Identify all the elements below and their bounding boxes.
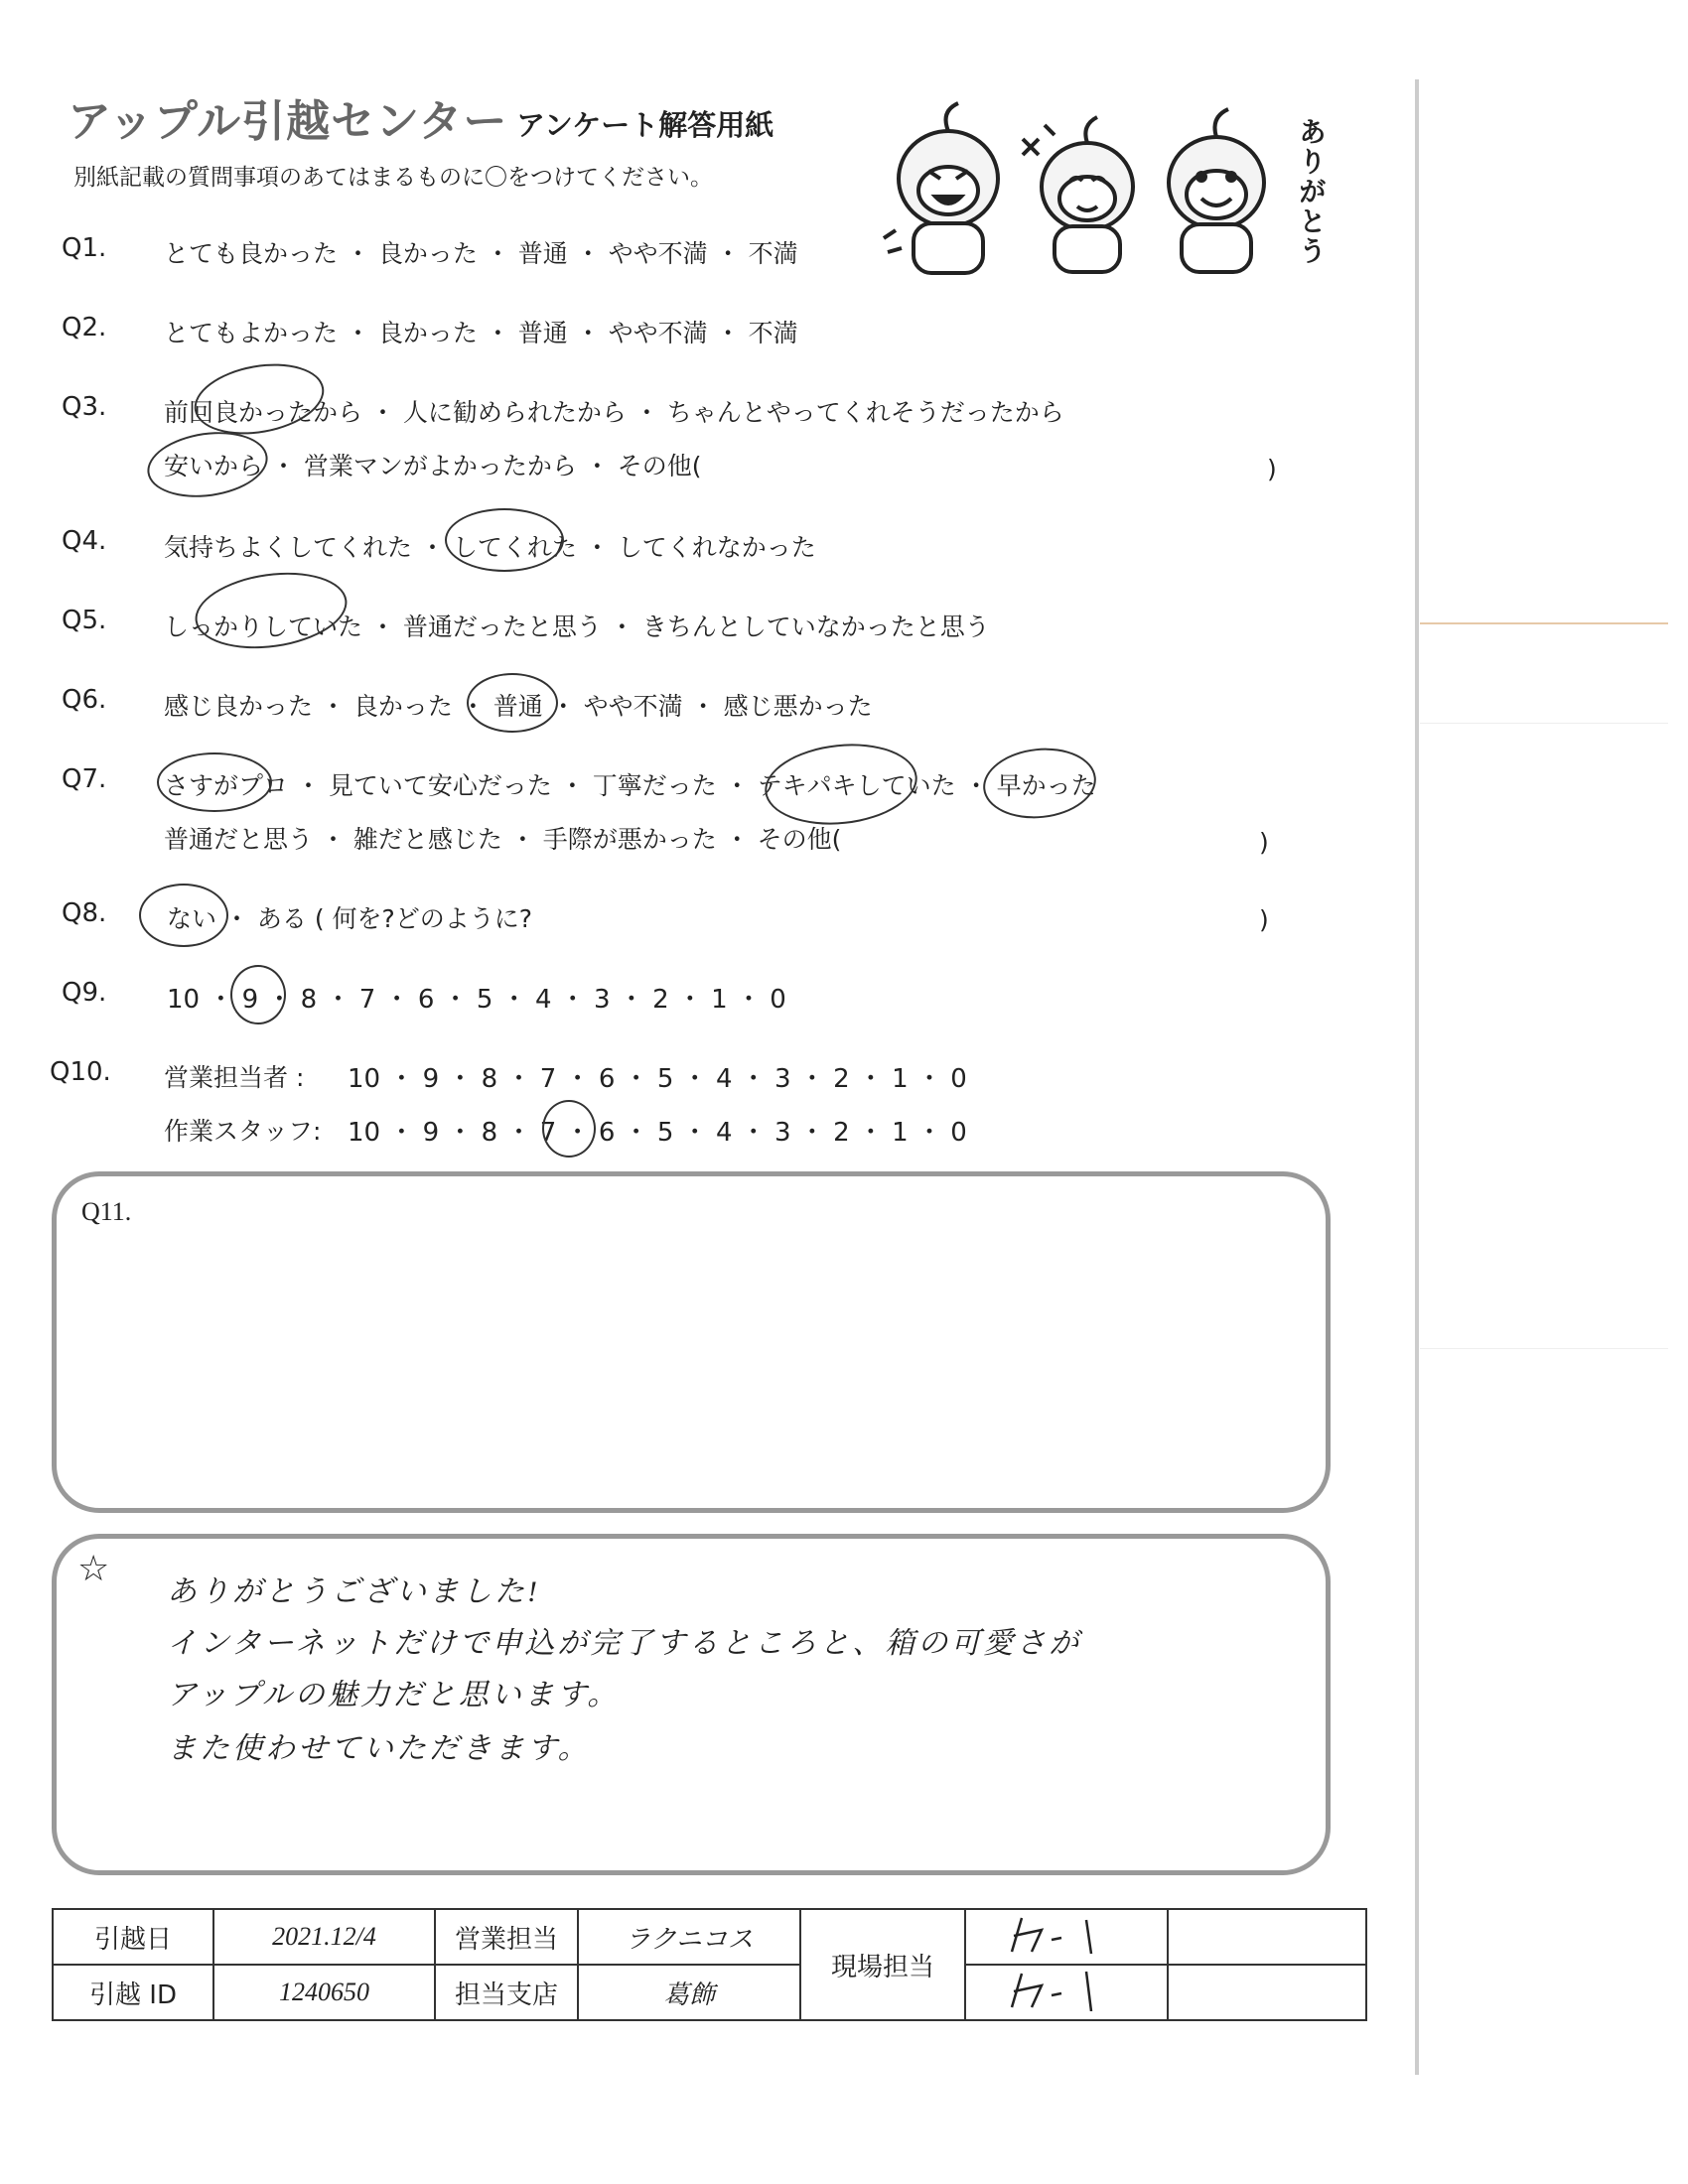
q4-options[interactable]: 気持ちよくしてくれた ・ してくれた ・ してくれなかった — [164, 533, 816, 562]
branch-label: 担当支店 — [435, 1965, 578, 2020]
q7-label: Q7. — [62, 764, 107, 794]
sales-rep-value: ラクニコス — [578, 1909, 800, 1965]
company-title: アップル引越センター — [68, 96, 508, 147]
page-edge — [1415, 79, 1419, 2075]
move-date-value: 2021.12/4 — [213, 1909, 435, 1965]
q2-options[interactable]: とてもよかった ・ 良かった ・ 普通 ・ やや不満 ・ 不満 — [164, 319, 798, 347]
q3-label: Q3. — [62, 392, 107, 422]
site-staff-cell-empty — [1168, 1909, 1366, 1965]
mascot-illustration — [874, 99, 1291, 278]
comment-line: アップルの魅力だと思います。 — [167, 1679, 621, 1711]
q3-close-paren: ) — [1267, 455, 1277, 483]
move-info-table — [52, 1908, 1367, 2021]
star-icon: ☆ — [77, 1549, 110, 1589]
comment-line: また使わせていただきます。 — [167, 1732, 591, 1765]
comment-line: インターネットだけで申込が完了するところと、箱の可愛さが — [167, 1627, 1082, 1660]
site-staff-cell-empty — [1168, 1965, 1366, 2020]
move-id-label: 引越 ID — [53, 1965, 213, 2020]
divider-line — [1420, 723, 1668, 724]
comment-line: ありがとうございました! — [167, 1575, 540, 1608]
q1-label: Q1. — [62, 233, 107, 263]
q6-label: Q6. — [62, 685, 107, 715]
q2-label: Q2. — [62, 313, 107, 342]
q3-options-line2[interactable]: 安いから ・ 営業マンがよかったから ・ その他( — [164, 452, 702, 480]
q10-staff-label: 作業スタッフ: — [164, 1117, 322, 1146]
site-staff-signature — [965, 1909, 1168, 1965]
q7-options-line2[interactable]: 普通だと思う ・ 雑だと感じた ・ 手際が悪かった ・ その他( — [164, 825, 842, 854]
move-id-value: 1240650 — [213, 1965, 435, 2020]
form-title: アンケート解答用紙 — [516, 108, 774, 142]
q8-close-paren: ) — [1259, 905, 1269, 934]
q9-options[interactable]: 10 ・ 9 ・ 8 ・ 7 ・ 6 ・ 5 ・ 4 ・ 3 ・ 2 ・ 1 ・ 0 — [167, 985, 786, 1015]
divider-line — [1420, 1348, 1668, 1349]
q7-options-line1[interactable]: さすがプロ ・ 見ていて安心だった ・ 丁寧だった ・ テキパキしていた ・ 早かった — [164, 771, 1096, 800]
q4-label: Q4. — [62, 526, 107, 556]
mascot-laughing-icon — [884, 103, 998, 273]
site-staff-label: 現場担当 — [800, 1909, 965, 2020]
divider-line — [1420, 622, 1668, 624]
q10-sales-options[interactable]: 10 ・ 9 ・ 8 ・ 7 ・ 6 ・ 5 ・ 4 ・ 3 ・ 2 ・ 1 ・ 0 — [348, 1064, 967, 1094]
q3-options-line1[interactable]: 前回良かったから ・ 人に勧められたから ・ ちゃんとやってくれそうだったから — [164, 398, 1064, 427]
q10-sales-label: 営業担当者 : — [164, 1063, 305, 1092]
sales-rep-label: 営業担当 — [435, 1909, 578, 1965]
q11-label: Q11. — [81, 1197, 132, 1226]
q9-label: Q9. — [62, 978, 107, 1008]
mascot-smiling-icon — [1169, 109, 1264, 272]
site-staff-signature — [965, 1965, 1168, 2020]
q5-label: Q5. — [62, 606, 107, 635]
branch-value: 葛飾 — [578, 1965, 800, 2020]
instruction-text: 別紙記載の質問事項のあてはまるものに〇をつけてください。 — [73, 165, 713, 191]
q1-options[interactable]: とても良かった ・ 良かった ・ 普通 ・ やや不満 ・ 不満 — [164, 239, 798, 268]
q8-label: Q8. — [62, 898, 107, 928]
move-date-label: 引越日 — [53, 1909, 213, 1965]
thanks-text: ありがとう — [1295, 117, 1328, 266]
mascot-giggling-icon — [1023, 117, 1133, 272]
q6-options[interactable]: 感じ良かった ・ 良かった ・ 普通 ・ やや不満 ・ 感じ悪かった — [164, 692, 873, 721]
q10-staff-options[interactable]: 10 ・ 9 ・ 8 ・ 7 ・ 6 ・ 5 ・ 4 ・ 3 ・ 2 ・ 1 ・ 0 — [348, 1118, 967, 1148]
q11-comment-box[interactable] — [52, 1171, 1331, 1513]
q8-options[interactable]: ない ・ ある ( 何を?どのように? — [167, 904, 533, 933]
q7-close-paren: ) — [1259, 828, 1269, 857]
q5-options[interactable]: しっかりしていた ・ 普通だったと思う ・ きちんとしていなかったと思う — [164, 613, 990, 641]
q10-label: Q10. — [50, 1057, 111, 1087]
